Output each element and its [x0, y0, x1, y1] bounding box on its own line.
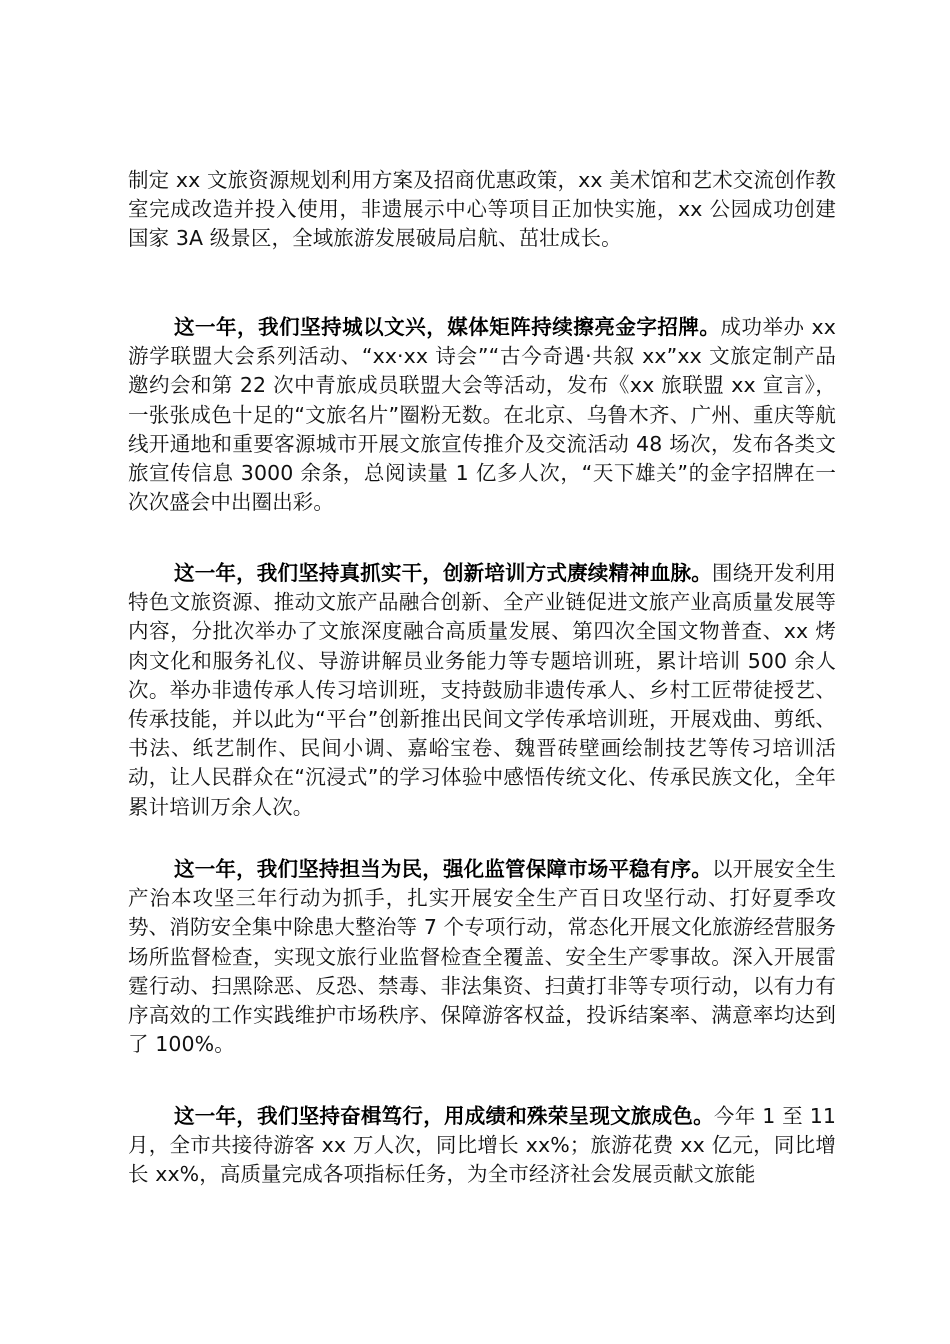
- paragraph-body: 制定 xx 文旅资源规划利用方案及招商优惠政策，xx 美术馆和艺术交流创作教室完成改造并投入使用，非遗展示中心等项目正加快实施，xx 公园成功创建国家 3A 级景区，全域旅游发展破局启航、茁壮成长。: [128, 168, 836, 251]
- paragraph-training: [128, 559, 836, 822]
- paragraph-body: 今年 1 至 11 月，全市共接待游客 xx 万人次，同比增长 xx%；旅游花费 xx 亿元，同比增长 xx%，高质量完成各项指标任务，为全市经济社会发展贡献文旅能: [128, 1104, 836, 1187]
- paragraph-lead: 这一年，我们坚持奋楫笃行，用成绩和殊荣呈现文旅成色。: [174, 1104, 714, 1128]
- paragraph-lead: 这一年，我们坚持城以文兴，媒体矩阵持续擦亮金字招牌。: [174, 315, 721, 339]
- paragraph-lead: 这一年，我们坚持真抓实干，创新培训方式赓续精神血脉。: [174, 561, 712, 585]
- paragraph-achievements: [128, 1102, 836, 1190]
- paragraph-body: 以开展安全生产治本攻坚三年行动为抓手，扎实开展安全生产百日攻坚行动、打好夏季攻势、消防安全集中除患大整治等 7 个专项行动，常态化开展文化旅游经营服务场所监督检查，实现文旅行业监督检查全覆盖、安全生产零事故。深入开展雷霆行动、扫黑除恶、反恐、禁毒、非法集资、扫黄打非等专项行动，以有力有序高效的工作实践维护市场秩序、保障游客权益，投诉结案率、满意率均达到了 100%。: [128, 857, 836, 1057]
- paragraph-body: 围绕开发利用特色文旅资源、推动文旅产品融合创新、全产业链促进文旅产业高质量发展等内容，分批次举办了文旅深度融合高质量发展、第四次全国文物普查、xx 烤肉文化和服务礼仪、导游讲解员业务能力等专题培训班，累计培训 500 余人次。举办非遗传承人传习培训班，支持鼓励非遗传承人、乡村工匠带徒授艺、传承技能，并以此为“平台”创新推出民间文学传承培训班，开展戏曲、剪纸、书法、纸艺制作、民间小调、嘉峪宝卷、魏晋砖壁画绘制技艺等传习培训活动，让人民群众在“沉浸式”的学习体验中感悟传统文化、传承民族文化，全年累计培训万余人次。: [128, 561, 836, 819]
- paragraph-continuation: [128, 166, 836, 254]
- paragraph-media-matrix: [128, 313, 836, 517]
- paragraph-supervision: [128, 855, 836, 1059]
- paragraph-body: 成功举办 xx 游学联盟大会系列活动、“xx·xx 诗会”“古今奇遇·共叙 xx”xx 文旅定制产品邀约会和第 22 次中青旅成员联盟大会等活动，发布《xx 旅联盟 xx 宣言》，一张张成色十足的“文旅名片”圈粉无数。在北京、乌鲁木齐、广州、重庆等航线开通地和重要客源城市开展文旅宣传推介及交流活动 48 场次，发布各类文旅宣传信息 3000 余条，总阅读量 1 亿多人次，“天下雄关”的金字招牌在一次次盛会中出圈出彩。: [128, 315, 836, 515]
- paragraph-lead: 这一年，我们坚持担当为民，强化监管保障市场平稳有序。: [174, 857, 712, 881]
